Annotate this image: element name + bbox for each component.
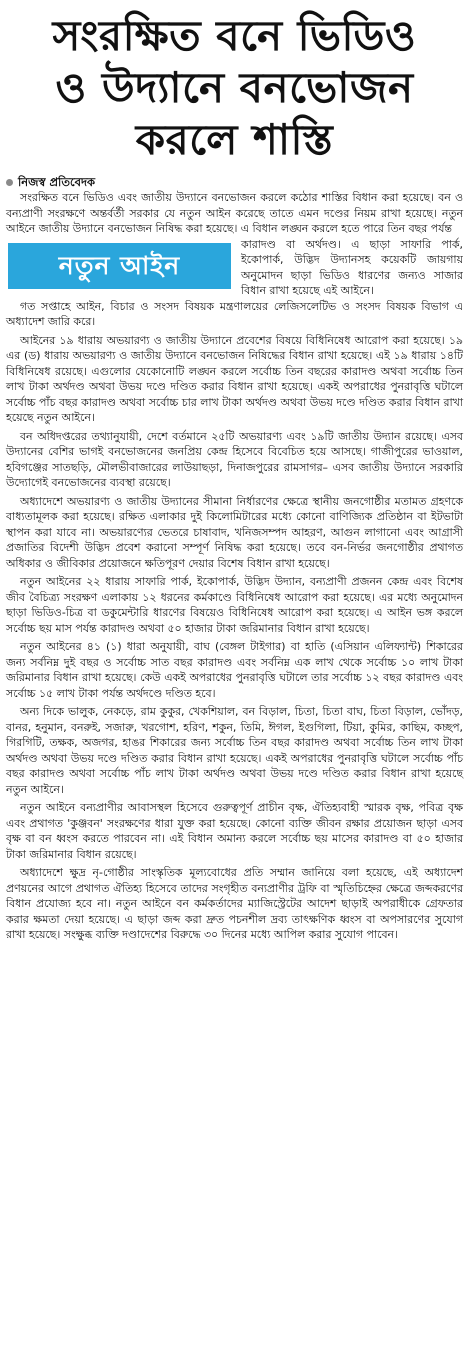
headline-line-2: ও উদ্যানে বনভোজন — [55, 63, 414, 112]
paragraph-6: নতুন আইনের ২২ ধারায় সাফারি পার্ক, ইকোপার্ক, উদ্ভিদ উদ্যান, বন্যপ্রাণী প্রজনন কেন্দ্র এবং বিশেষ জীব বৈচিত্র্য সংরক্ষণ এলাকায় ১২ ধরনের কর্মকাণ্ডে বিধিনিষেধ আরোপ করা হয়েছে। এর মধ্যে অনুমোদন ছাড়া ভিডিও-চিত্র বা ডকুমেন্টারি ধারণের বিষয়েও বিধিনিষেধ আরোপ করা হয়েছে। এ আইন ভঙ্গ করলে সর্বোচ্চ ছয় মাস পর্যন্ত কারাদণ্ড অথবা ৫০ হাজার টাকা জরিমানার বিধান রাখা হয়েছে। — [6, 575, 463, 635]
byline-text: নিজস্ব প্রতিবেদক — [18, 175, 96, 189]
headline-line-3: করলে শাস্তি — [135, 115, 334, 164]
badge-wrap-zone — [6, 237, 463, 299]
paragraph-1-continued: কারাদণ্ড বা অর্থদণ্ড। এ ছাড়া সাফারি পার্ক, ইকোপার্ক, উদ্ভিদ উদ্যানসহ কয়েকটি জায়গায় অনুমোদন ছাড়া ভিডিও ধারণের জন্যও সাজার বিধান রাখা হয়েছে এই আইনে। — [241, 237, 463, 297]
paragraph-9: নতুন আইনে বন্যপ্রাণীর আবাসস্থল হিসেবে গুরুত্বপূর্ণ প্রাচীন বৃক্ষ, ঐতিহ্যবাহী স্মারক বৃক্ষ, পবিত্র বৃক্ষ এবং প্রথাগত 'কুঞ্জবন' সংরক্ষণের ধারা যুক্ত করা হয়েছে। কোনো ব্যক্তি জীবন রক্ষার প্রয়োজন ছাড়া এসব বৃক্ষ বা বন ধ্বংস করতে পারবেন না। এই বিধান অমান্য করলে সর্বোচ্চ ছয় মাসের কারাদণ্ড বা ৫০ হাজার টাকা জরিমানার বিধান রয়েছে। — [6, 801, 463, 861]
paragraph-7: নতুন আইনের ৪১ (১) ধারা অনুযায়ী, বাঘ (বেঙ্গল টাইগার) বা হাতি (এসিয়ান এলিফ্যান্ট) শিকারের জন্য সর্বনিম্ন দুই বছর ও সর্বোচ্চ সাত বছর কারাদণ্ড এবং সর্বনিম্ন এক লাখ থেকে সর্বোচ্চ ১০ লাখ টাকা জরিমানার বিধান রাখা হয়েছে। কেউ একই অপরাধের পুনরাবৃত্তি ঘটালে তার সর্বোচ্চ ১২ বছর কারাদণ্ড এবং সর্বোচ্চ ১৫ লাখ টাকা পর্যন্ত অর্থদণ্ডে দণ্ডিত হবে। — [6, 640, 463, 700]
paragraph-1: সংরক্ষিত বনে ভিডিও এবং জাতীয় উদ্যানে বনভোজন করলে কঠোর শাস্তির বিধান করা হয়েছে। বন ও বন্যপ্রাণী সংরক্ষণে অন্তর্বর্তী সরকার যে নতুন আইন করেছে তাতে এমন দণ্ডের নিয়ম রাখা হয়েছে। নতুন আইনে জাতীয় উদ্যানে বনভোজন নিষিদ্ধ করা হয়েছে। এ বিধান লঙ্ঘন করলে হতে পারে তিন বছর পর্যন্ত — [6, 191, 463, 235]
new-law-badge: নতুন আইন — [8, 243, 231, 289]
article-body — [6, 190, 463, 943]
paragraph-5: অধ্যাদেশে অভয়ারণ্য ও জাতীয় উদ্যানের সীমানা নির্ধারণের ক্ষেত্রে স্থানীয় জনগোষ্ঠীর মতামত গ্রহণকে বাধ্যতামূলক করা হয়েছে। রক্ষিত এলাকার দুই কিলোমিটারের মধ্যে কোনো বাণিজ্যিক প্রতিষ্ঠান বা ইটভাটা স্থাপন করা যাবে না। অভয়ারণ্যের ভেতরে চাষাবাদ, খনিজসম্পদ আহরণ, আগুন লাগানো এবং আগ্রাসী প্রজাতির বিদেশী উদ্ভিদ প্রবেশ করানো সম্পূর্ণ নিষিদ্ধ করা হয়েছে। তবে বন-নির্ভর জনগোষ্ঠীর প্রথাগত অধিকার ও জীবিকার প্রয়োজনে ক্ষতিপূরণ দেয়ার বিশেষ বিধান রাখা হয়েছে। — [6, 494, 463, 570]
newspaper-clipping — [0, 10, 469, 1365]
headline-line-1: সংরক্ষিত বনে ভিডিও — [52, 11, 417, 60]
paragraph-2: গত সপ্তাহে আইন, বিচার ও সংসদ বিষয়ক মন্ত্রণালয়ের লেজিসলেটিভ ও সংসদ বিষয়ক বিভাগ এ অধ্যাদেশ জারি করে। — [6, 299, 463, 328]
paragraph-8: অন্য দিকে ভালুক, নেকড়ে, রাম কুকুর, খেকশিয়াল, বন বিড়াল, চিতা, চিতা বাঘ, চিতা বিড়াল, ভোঁদড়, বানর, হনুমান, বনরুই, সজারু, খরগোশ, হরিণ, শকুন, তিমি, ঈগল, ইগুগিলা, টিয়া, কুমির, কাছিম, কচ্ছপ, গিরগিটি, তক্ষক, অজগর, হাঙর শিকারের জন্য সর্বোচ্চ তিন বছর কারাদণ্ড অথবা সর্বোচ্চ তিন লাখ টাকা অর্থদণ্ড অথবা উভয় দণ্ডে দণ্ডিত করার বিধান রাখা হয়েছে। একই অপরাধের পুনরাবৃত্তি ঘটালে সর্বোচ্চ পাঁচ বছর কারাদণ্ড অথবা সর্বোচ্চ পাঁচ লাখ টাকা অর্থদণ্ড অথবা উভয় দণ্ডে দণ্ডিত করার বিধান রাখা হয়েছে নতুন আইনে। — [6, 705, 463, 796]
headline — [6, 10, 463, 166]
bullet-dot-icon — [6, 179, 13, 186]
paragraph-3: আইনের ১৯ ধারায় অভয়ারণ্য ও জাতীয় উদ্যানে প্রবেশের বিষয়ে বিধিনিষেধ আরোপ করা হয়েছে। ১৯ এর (ড) ধারায় অভয়ারণ্য ও জাতীয় উদ্যানে বনভোজন নিষিদ্ধের বিধান রাখা হয়েছে। এই ১৯ ধারায় ১৪টি বিধিনিষেধ রয়েছে। এগুলোর যেকোনোটি লঙ্ঘন করলে সর্বোচ্চ তিন বছরের কারাদণ্ড অথবা সর্বোচ্চ তিন লাখ টাকা অর্থদণ্ড অথবা উভয় দণ্ডে দণ্ডিত করার বিধান রাখা হয়েছে। একই অপরাধের পুনরাবৃত্তি ঘটালে সর্বোচ্চ পাঁচ বছর কারাদণ্ড অথবা সর্বোচ্চ চার লাখ টাকা অর্থদণ্ড অথবা উভয় দণ্ডে দণ্ডিত করার বিধান রাখা হয়েছে নতুন আইনে। — [6, 333, 463, 424]
paragraph-4: বন অধিদপ্তরের তথ্যানুযায়ী, দেশে বর্তমানে ২৫টি অভয়ারণ্য এবং ১৯টি জাতীয় উদ্যান রয়েছে। এসব উদ্যানের বেশির ভাগই বনভোজনের জনপ্রিয় কেন্দ্র হিসেবে বিবেচিত হয়ে আসছে। গাজীপুরের ভাওয়াল, হবিগঞ্জের সাতছড়ি, মৌলভীবাজারের লাউয়াছড়া, দিনাজপুরের রামসাগর– এসব জাতীয় উদ্যানে সরকারি উদ্যোগেই বনভোজনের ব্যবস্থা রয়েছে। — [6, 429, 463, 489]
paragraph-10: অধ্যাদেশে ক্ষুদ্র নৃ-গোষ্ঠীর সাংস্কৃতিক মূল্যবোধের প্রতি সম্মান জানিয়ে বলা হয়েছে, এই অধ্যাদেশ প্রণয়নের আগে প্রথাগত ঐতিহ্য হিসেবে তাদের সংগৃহীত বন্যপ্রাণীর ট্রফি বা স্মৃতিচিহ্নের ক্ষেত্রে জব্দকরণের বিধান প্রযোজ্য হবে না। নতুন আইনে বন কর্মকর্তাদের ম্যাজিস্ট্রেটের আদেশ ছাড়াই অপরাধীকে গ্রেফতার করার ক্ষমতা দেয়া হয়েছে। এ ছাড়া জব্দ করা দ্রুত পচনশীল দ্রব্য তাৎক্ষণিক ধ্বংস বা অপসারণের সুযোগ রাখা হয়েছে। সংক্ষুব্ধ ব্যক্তি দণ্ডাদেশের বিরুদ্ধে ৩০ দিনের মধ্যে আপিল করার সুযোগ পাবেন। — [6, 866, 463, 941]
byline — [6, 174, 463, 190]
